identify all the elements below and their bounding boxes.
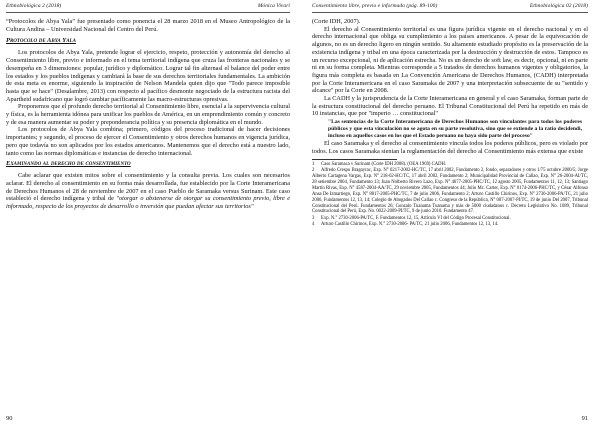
section1-paragraph-2: Proponemos que el profundo derecho territorial al Consentimiento libre, esencial a la supervivencia cultural y física, es la herramienta idónea para unificar los pueblos de América, en un emprendimiento común y concreto y de esa manera aumentar su poder y preponderancia política y su presencia diplomática en el mundo. [6,103,290,126]
block-quote: "Las sentencias de la Corte Interamericana de Derechos Humanos son vinculantes para todos los poderes públicos y que esta vinculación no se agota en su parte resolutiva, sino que se extiende a la ratio decidendi, incluso en aquellos casos en los que el Estado peruano no haya sido parte del proceso" [328,119,582,139]
section1-paragraph-3: Los protocolos de Abya Yala combina; primero, códigos del proceso tradicional de hacer decisiones importantes; y segundo, el proceso de ejercer el Consentimiento y otros derechos humanos en vigencia jurídica, pero que todavía no son aplicados por los estados americanos. Mantenemos que el derecho está a nuestro lado, tanto como las normas diplomáticas e instancias de derecho internacional. [6,126,290,157]
right-page-number: 91 [581,415,588,422]
section2-paragraph [6,172,290,211]
right-paragraph-1: El derecho al Consentimiento territorial es una figura jurídica vigente en el derecho nacional y en el derecho internacional que obliga su cumplimiento a los países americanos. A pesar de la equivocación de algunos, no es un derecho ligero en ningún sentido. Su altamente estudiado propósito es la preservación de la existencia indígena y tribal en una época caracterizada por la destrucción y destrucción de estos. Tampoco es un recurso excepcional, ni de aplicación estrecha. No es un derecho de soft law, es decir, opcional, ni en parte ni en su forma completa. Mientras corresponde a 5 tratados de derechos humanos vigentes y obligatorios, la figura más completa es basada en La Convención Americana de Derechos Humanos, (CADH) interpretada por la Corte Interamericana en el caso Saramaka de 2007 y una interpretación subsecuente de su "sentido y alcance" por la Corte en 2008. [312,25,588,95]
right-page [300,0,600,425]
footnote-text: Caso Saramaca v Surinam (Corte IDH 2008). (OEA 1969) CADH. [321,161,447,167]
right-body [312,18,588,229]
footnote-text: Exp. N.° 2730-2006-PA/TC, F. Fundamentos 12, 15, Artículo VI del Código Procesal Constitucional. [321,215,511,221]
footnote-number: 4 [312,222,315,228]
footnote-divider [312,159,397,160]
right-header-rule [312,12,588,13]
footnote [312,222,588,228]
left-header-author: Mónica Vivarí [257,3,290,9]
section2-heading: Examinando al derecho de consentimiento [6,160,131,168]
left-header-journal: Ethnobiológica 2 (2018) [6,3,62,9]
footnote-text: Arturo Castillo Chirinos, Exp. N.° 2730-2006- PA/TC, 21 julio 2006, Fundamentos 12, 13, 14. [321,222,499,228]
footnote-text: Alfredo Crespo Bragayrac, Exp. N° 0217-2002-HC/TC, 17 abril 2002, Fundamento 2, fondo, separadores y otros 1/75 octubre 2000/5; Jorge Alberto Cartagena Vargas, Exp. N° 218-02-HC/TC, 17 abril 2002, Fundamento 2; Municipalidad Provincial de Callao, Exp. N° 26-2004-AI/TC, 28 setiembre 2004, Fundamento 13; Juan Nolberto Rivero Lazo, Exp. N° 4677-2005-PHC/TC, 12 agosto 2005, Fundamentos 11, 12, 13; Santiago Martín Rivas, Exp. N° 4587-2004-AA/TC, 29 noviembre 2005, Fundamentos 44; Julio Mc. Carter, Exp. N° 0174-2006-PHC/TC, y César Alfonso Ansa De Izmartiego, Exp. N° 8817-2005-PHC/TC, 7 de julio 2006, Fundamento 2; Arturo Castillo Chirinos, Exp. N° 2730-2006-PA/TC, 21 julio 2006, Fundamentos 12, 13, 14; Colegio de Abogados Del Callao c. Congreso de la República, N° 007-2007-PI/TC, 19 de junio Del 2007, Tribunal Constitucional del Perú. Fundamentos 26; Gonzalo Tuanama Tuanama y más de 5000 ciudadanos c. Decreto Legislativo No. 1089, Tribunal Constitucional del Perú, Exp. No. 0022-2009-PI/TC, 9 de junio 2010. Fundamento 47. [312,168,588,215]
section2-italic-quote: "otorgar o abstenerse de otorgar su consentimiento previo, libre e informado, respecto de los proyectos de desarrollo o inversión que puedan afectar sus territorios" [6,195,291,211]
intro-paragraph: “Protocolos de Abya Yala” fue presentado como ponencia el 28 marzo 2018 en el Museo Antropológico de la Cultura Andina – Universidad Nacional del Centro del Perú. [6,18,290,33]
footnote [312,162,588,168]
footnote-number: 1 [312,161,315,167]
right-header-title: Consentimiento libre, previo e informado (pág. 89-100) [312,3,438,9]
section1-heading: Protocolo de Abya Yala [6,37,76,45]
citation-line: (Corte IDH, 2007). [312,18,361,25]
right-header-journal: Ethnobiológica 02 (2018) [529,3,588,9]
right-paragraph-2: La CADH y la jurisprudencia de la Corte Interamericana en general y el caso Saramaka, forman parte de la estructura constitucional del derecho peruano. El Tribunal Constitucional del Perú ha repetido en más de 10 instancias, que por "imperio … constitucional" [312,95,588,118]
footnote-number: 3 [312,215,315,221]
section1-paragraph-1: Los protocolos de Abya Yala, pretende lograr el ejercicio, respeto, protección y autonomía del derecho al Consentimiento libre, previo e informado en el tema territorial indígena que cruza las fronteras nacionales y se desempeña en 3 dimensiones: popular, jurídico y diplomático. Lograr tal fin alternasl el balance del poder entre los estados y los pueblos indígenas y cambiará la base de sus derechos territoriales fundamentales. La ambición de esta meta es enorme, siguiendo la inspiración de Nelson Mandela quien dijo que "Todo parece imposible hasta que se hace" (Desalambre, 2013) con respecto al pacífico desmonte negociado de la estructura racista del Apartheid sudafricano que logró cambiar pacíficamente las macro-estructuras opresivas. [6,49,290,103]
footnote-number: 2 [312,168,315,174]
footnote [312,168,588,215]
footnote [312,216,588,222]
left-body [6,18,290,211]
left-header-rule [6,12,290,13]
left-page-number: 90 [6,415,13,422]
footnotes [312,162,588,228]
right-paragraph-3: El caso Saramaka y el derecho al consentimiento vincula todos los poderes públicos, pero es violado por todos. Los casos Saramaka sientan la reglamentación del derecho al Consentimiento más extensa que existe [312,140,588,155]
section2-text: Cabe aclarar que existen mitos sobre el consentimiento y la consulta previa. Los cuales son necesarios aclarar. El derecho al consentimiento en su forma más desarrollada, fue establecido por la Corte Interamericana de Derechos Humanos el 28 de noviembre de 2007 en el caso Pueblo de Saramaka versus Surinam. Este caso estableció el derecho indígena y tribal de [6,172,290,203]
